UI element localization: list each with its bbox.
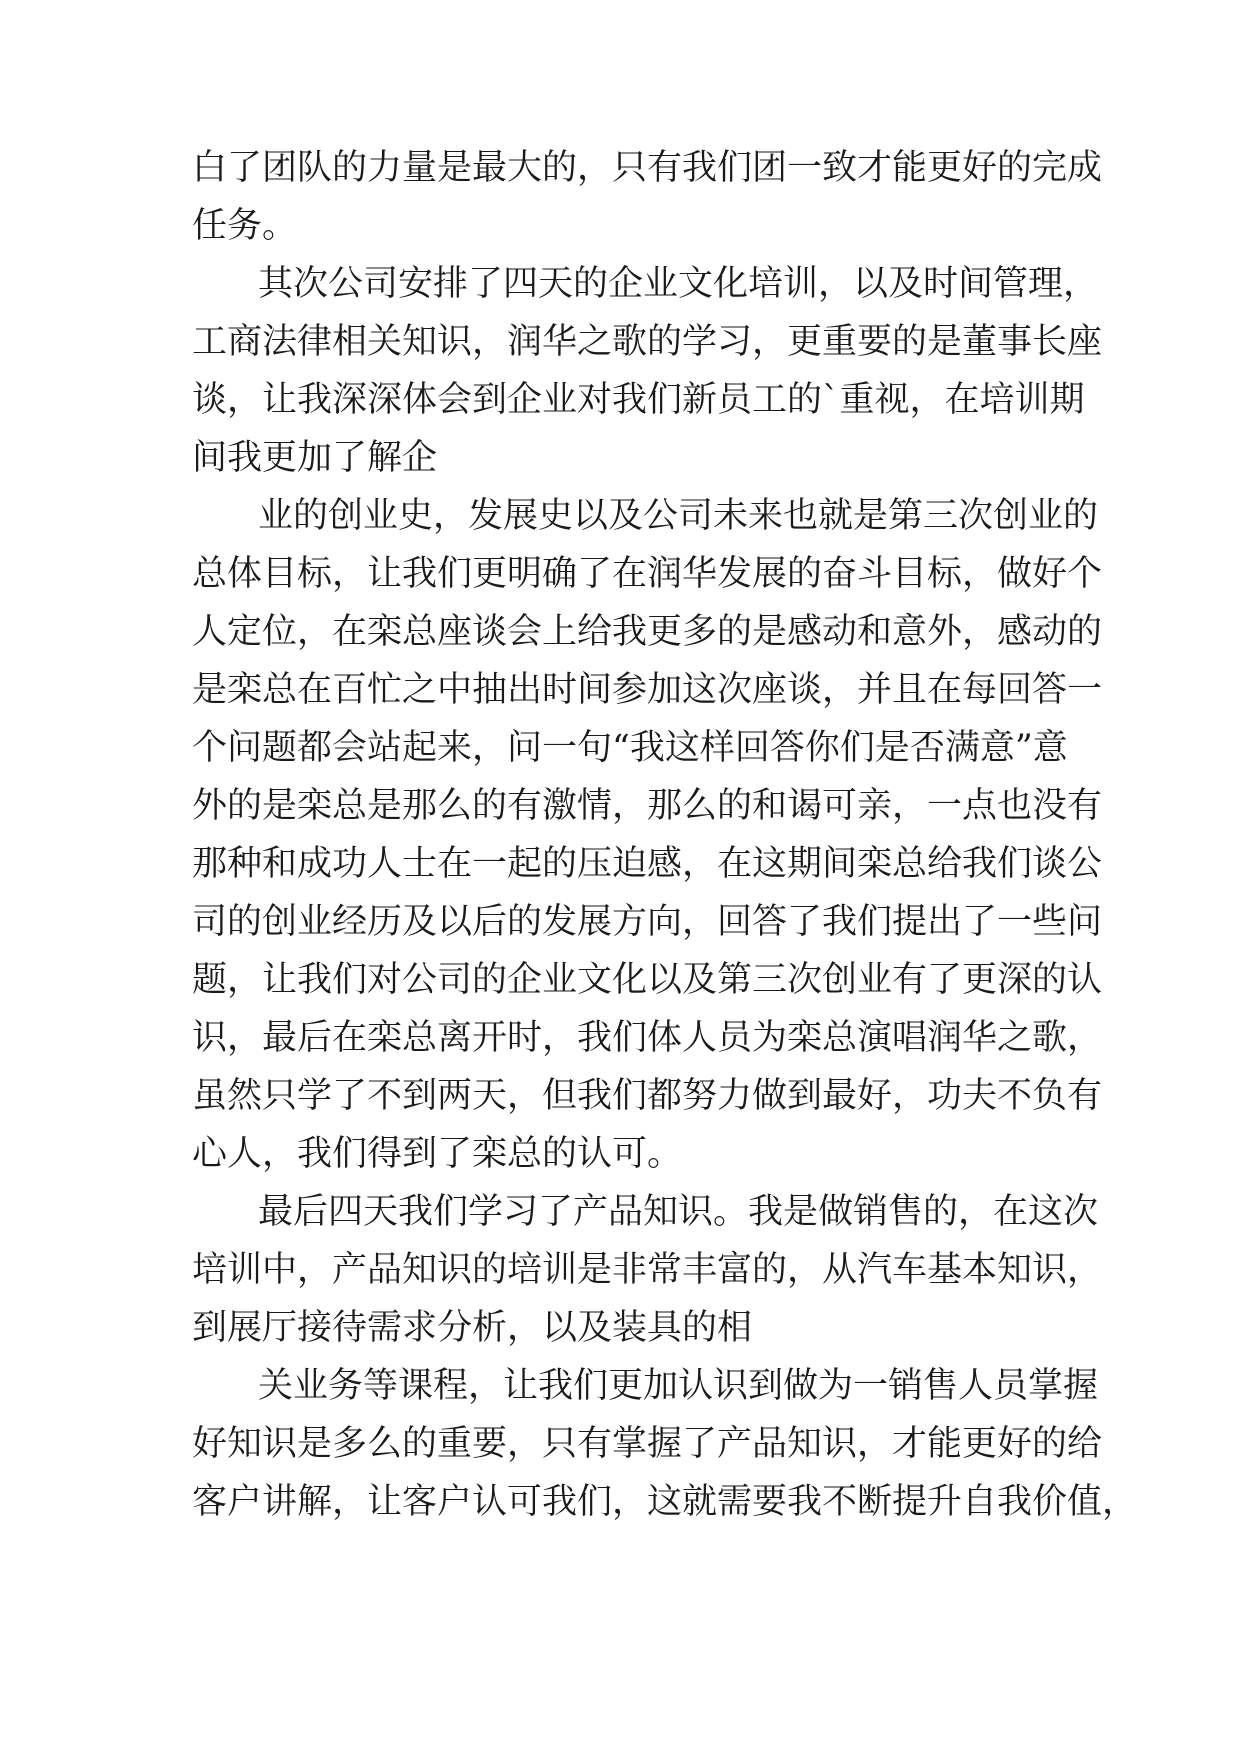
paragraph-first-line: 关业务等课程，让我们更加认识到做为一销售人员掌握 [258, 1366, 1099, 1406]
text-line: 好知识是多么的重要，只有掌握了产品知识，才能更好的给 [192, 1424, 1103, 1464]
text-line: 间我更加了解企 [192, 438, 438, 478]
text-line: 虽然只学了不到两天，但我们都努力做到最好，功夫不负有 [192, 1076, 1103, 1116]
text-line: 司的创业经历及以后的发展方向，回答了我们提出了一些问 [192, 902, 1103, 942]
text-line: 识，最后在栾总离开时，我们体人员为栾总演唱润华之歌， [192, 1018, 1103, 1058]
text-line: 那种和成功人士在一起的压迫感，在这期间栾总给我们谈公 [192, 844, 1103, 884]
text-line: 人定位，在栾总座谈会上给我更多的是感动和意外，感动的 [192, 612, 1103, 652]
text-line: 任务。 [192, 206, 298, 246]
paragraph-first-line: 业的创业史，发展史以及公司未来也就是第三次创业的 [258, 496, 1099, 536]
text-line: 到展厅接待需求分析，以及装具的相 [192, 1308, 753, 1348]
text-line: 培训中，产品知识的培训是非常丰富的，从汽车基本知识， [192, 1250, 1103, 1290]
text-line: 总体目标，让我们更明确了在润华发展的奋斗目标，做好个 [192, 554, 1103, 594]
text-line: 外的是栾总是那么的有激情，那么的和谒可亲，一点也没有 [192, 786, 1103, 826]
text-line: 白了团队的力量是最大的，只有我们团一致才能更好的完成 [192, 148, 1103, 188]
text-line: 个问题都会站起来，问一句“我这样回答你们是否满意”意 [192, 728, 1068, 768]
text-line: 题，让我们对公司的企业文化以及第三次创业有了更深的认 [192, 960, 1103, 1000]
paragraph-first-line: 最后四天我们学习了产品知识。我是做销售的，在这次 [258, 1192, 1099, 1232]
text-line: 客户讲解，让客户认可我们，这就需要我不断提升自我价值， [192, 1482, 1138, 1522]
text-line: 心人，我们得到了栾总的认可。 [192, 1134, 683, 1174]
text-line: 谈，让我深深体会到企业对我们新员工的`重视，在培训期 [192, 380, 1085, 420]
text-line: 是栾总在百忙之中抽出时间参加这次座谈，并且在每回答一 [192, 670, 1103, 710]
text-line: 工商法律相关知识，润华之歌的学习，更重要的是董事长座 [192, 322, 1103, 362]
paragraph-first-line: 其次公司安排了四天的企业文化培训，以及时间管理， [258, 264, 1099, 304]
